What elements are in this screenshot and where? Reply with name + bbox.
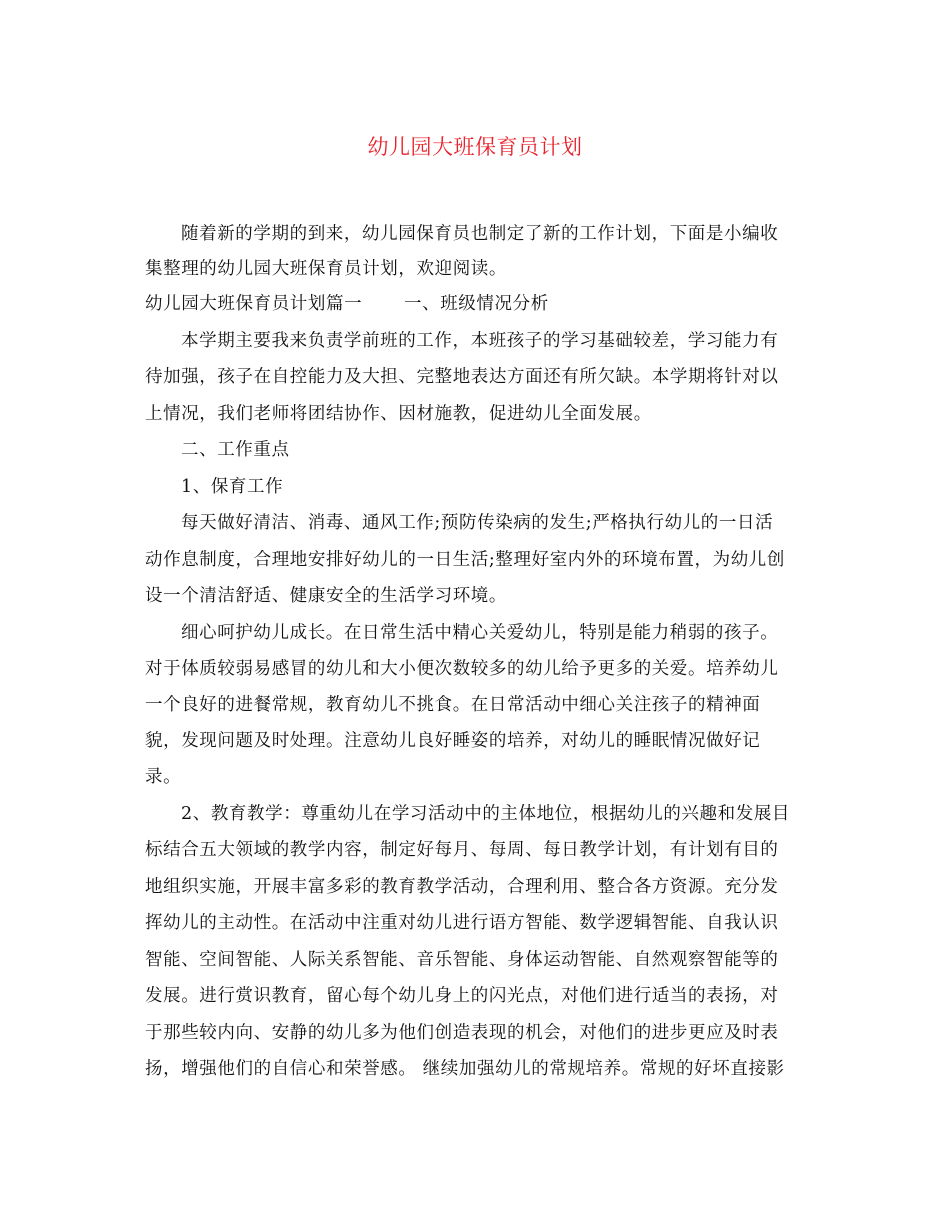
section-heading: 二、工作重点 (181, 440, 290, 460)
text-line: 发展。进行赏识教育，留心每个幼儿身上的闪光点，对他们进行适当的表扬，对 (145, 986, 779, 1006)
text-line: 于那些较内向、安静的幼儿多为他们创造表现的机会，对他们的进步更应及时表 (145, 1023, 779, 1043)
text-line: 细心呵护幼儿成长。在日常生活中精心关爱幼儿，特别是能力稍弱的孩子。 (181, 623, 779, 643)
text-line: 录。 (145, 767, 182, 787)
text-line: 上情况，我们老师将团结协作、因材施教，促进幼儿全面发展。 (145, 404, 652, 424)
text-line: 貌，发现问题及时处理。注意幼儿良好睡姿的培养，对幼儿的睡眠情况做好记 (145, 731, 761, 751)
text-line: 一个良好的进餐常规，教育幼儿不挑食。在日常活动中细心关注孩子的精神面 (145, 695, 761, 715)
text-line: 集整理的幼儿园大班保育员计划，欢迎阅读。 (145, 259, 507, 279)
page-title: 幼儿园大班保育员计划 (367, 135, 583, 159)
section-heading: 一、班级情况分析 (404, 294, 549, 314)
text-line: 挥幼儿的主动性。在活动中注重对幼儿进行语方智能、数学逻辑智能、自我认识 (145, 913, 779, 933)
section-heading: 幼儿园大班保育员计划篇一 (145, 294, 363, 314)
text-line: 每天做好清洁、消毒、通风工作;预防传染病的发生;严格执行幼儿的一日活 (181, 513, 774, 533)
text-line: 设一个清洁舒适、健康安全的生活学习环境。 (145, 586, 507, 606)
text-line: 待加强，孩子在自控能力及大担、完整地表达方面还有所欠缺。本学期将针对以 (145, 367, 779, 387)
section-heading: 1、保育工作 (181, 477, 284, 497)
text-line: 地组织实施，开展丰富多彩的教育教学活动，合理利用、整合各方资源。充分发 (145, 877, 779, 897)
text-line: 智能、空间智能、人际关系智能、音乐智能、身体运动智能、自然观察智能等的 (145, 950, 779, 970)
text-line: 2、教育教学：尊重幼儿在学习活动中的主体地位，根据幼儿的兴趣和发展目 (181, 804, 791, 824)
text-line: 标结合五大领域的教学内容，制定好每月、每周、每日教学计划，有计划有目的 (145, 840, 779, 860)
text-line: 随着新的学期的到来，幼儿园保育员也制定了新的工作计划，下面是小编收 (181, 224, 779, 244)
text-line: 扬，增强他们的自信心和荣誉感。 继续加强幼儿的常规培养。常规的好坏直接影 (145, 1059, 785, 1079)
text-line: 动作息制度，合理地安排好幼儿的一日生活;整理好室内外的环境布置，为幼儿创 (145, 550, 785, 570)
text-line: 对于体质较弱易感冒的幼儿和大小便次数较多的幼儿给予更多的关爱。培养幼儿 (145, 659, 779, 679)
text-line: 本学期主要我来负责学前班的工作，本班孩子的学习基础较差，学习能力有 (181, 331, 779, 351)
